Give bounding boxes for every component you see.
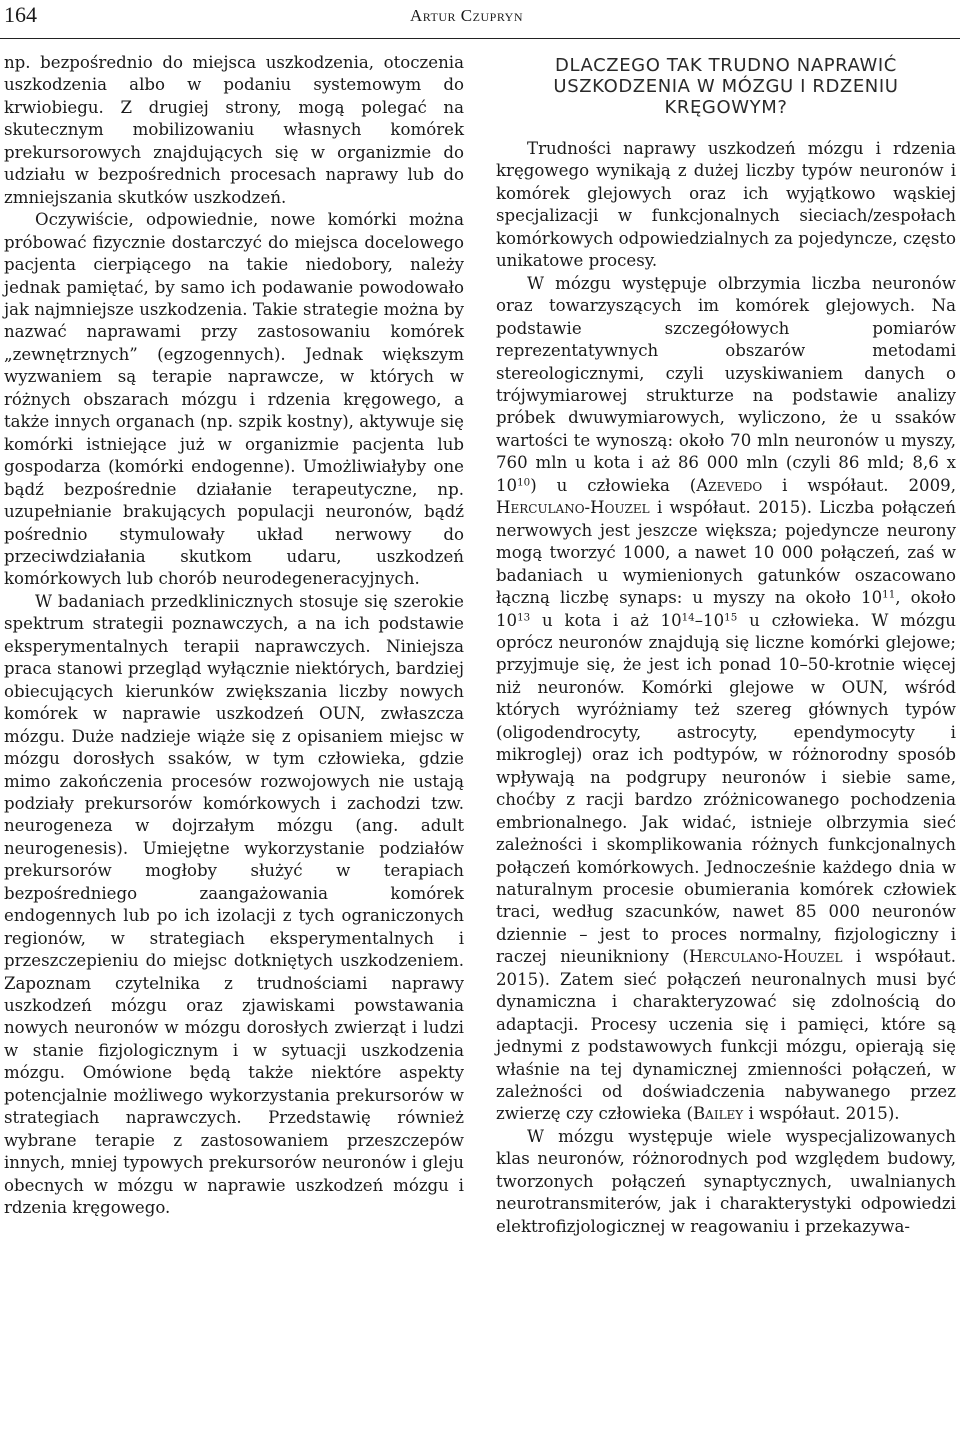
right-paragraph-2 <box>496 273 956 1126</box>
left-paragraph-2: Oczywiście, odpowiednie, nowe komórki można próbować fizycznie dostarczyć do miejsca docelowego pacjenta cierpiącego na takie niedobory, należy jednak pamiętać, by samo ich podawanie powodowało jak najmniejsze uszkodzenia. Takie strategie można by nazwać naprawami przy zastosowaniu komórek „zewnętrznych” (egzogennych). Jednak większym wyzwaniem są terapie naprawcze, w których w różnych obszarach mózgu i rdzenia kręgowego, a także innych organach (np. szpik kostny), aktywuje się komórki istniejące już w organizmie pacjenta lub gospodarza (komórki endogenne). Umożliwiałyby one bądź bezpośrednie działanie terapeutyczne, np. uzupełnianie brakujących populacji neuronów, bądź pośrednio stymulowały układ nerwowy do przeciwdziałania skutkom udaru, uszkodzeń komórkowych lub chorób neurodegeneracyjnych. <box>4 210 464 589</box>
left-paragraph-3: W badaniach przedklinicznych stosuje się szerokie spektrum strategii poznawczych, a na ich podstawie eksperymentalnych terapii naprawczych. Niniejsza praca stanowi przegląd wyłącznie niektórych, bardziej obiecujących kierunków zwiększania liczby nowych komórek w naprawie uszkodzeń OUN, zwłaszcza mózgu. Duże nadzieje wiąże się z opisaniem miejsc w mózgu dorosłych ssaków, w tym człowieka, gdzie mimo zakończenia procesów rozwojowych nie ustają podziały prekursorów komórkowych i zachodzi tzw. neurogeneza w dojrzałym mózgu (ang. adult neurogenesis). Umiejętne wykorzystanie podziałów prekursorów mogłoby służyć w terapiach bezpośredniego zaangażowania komórek endogennych lub po ich izolacji z tych ograniczonych regionów, w strategiach eksperymentalnych i przeszczepieniu do miejsc dotkniętych uszkodzeniem. Zapoznam czytelnika z trudnościami naprawy uszkodzeń mózgu oraz zjawiskami powstawania nowych neuronów w mózgu dorosłych zwierząt i ludzi w stanie fizjologicznym i w sytuacji uszkodzenia mózgu. Omówione będą także niektóre aspekty potencjalnie możliwego wykorzystania prekursorów w strategiach naprawczych. Przedstawię również wybrane terapie z zastosowaniem przeszczepów innych, mniej typowych prekursorów neuronów i gleju obecnych w mózgu w naprawie uszkodzeń mózgu i rdzenia kręgowego. <box>4 591 464 1218</box>
superscript: 11 <box>882 588 896 601</box>
text-run: u kota i aż 10 <box>530 610 682 630</box>
right-column <box>496 52 956 1238</box>
text-run: i współaut. 2015). Liczba połączeń nerwowych jest jeszcze większa; pojedyncze neurony mogą tworzyć 1000, a nawet 10 000 połączeń, zaś w badaniach u wymienionych gatunków oszacowano łączną liczbę synaps: u myszy na około 10 <box>496 498 956 608</box>
citation-author: Azevedo <box>696 475 763 495</box>
running-head-author: Artur Czupryn <box>410 6 523 25</box>
citation-author: Herculano-Houzel <box>688 947 843 967</box>
text-run: i współaut. 2009, <box>762 475 956 495</box>
superscript: 15 <box>724 610 738 623</box>
left-column <box>4 52 464 1220</box>
text-run: u człowieka. W mózgu oprócz neuronów znajdują się liczne komórki glejowe; przyjmuje się, że jest ich ponad 10–50-krotnie więcej niż neuronów. Komórki glejowe w OUN, wśród których wyróżniamy też szereg głównych typów (oligodendrocyty, astrocyty, ependymocyty i mikroglej) oraz ich podtypów, w różnorodny sposób wpływają na podgrupy neuronów i siebie same, choćby z racji bardzo zróżnicowanego pochodzenia embrionalnego. Jak widać, istnieje olbrzymia sieć zależności i skomplikowania różnych funkcjonalnych połączeń komórkowych. Jednocześnie każdego dnia w naturalnym procesie obumierania komórek człowiek traci, według szacunków, nawet 85 000 neuronów dziennie – jest to proces normalny, fizjologiczny i raczej nieunikniony ( <box>496 610 956 967</box>
right-paragraph-3: W mózgu występuje wiele wyspecjalizowanych klas neuronów, różnorodnych pod względem budowy, tworzonych połączeń synaptycznych, uwalnianych neurotransmiterów, jak i charakterystyki odpowiedzi elektrofizjologicznej w reagowaniu i przekazywa- <box>496 1126 956 1236</box>
text-run: i współaut. 2015). Zatem sieć połączeń neuronalnych musi być dynamiczna i charakteryzować się zdolnością do adaptacji. Procesy uczenia się i pamięci, które są jednymi z podstawowych funkcji mózgu, opierają się właśnie na tej dynamicznej zmienności połączeń, w zależności od doświadczenia nabywanego przez zwierzę czy człowieka ( <box>496 947 956 1124</box>
text-run: –10 <box>694 610 725 630</box>
citation-author: Herculano-Houzel <box>496 498 650 518</box>
superscript: 13 <box>517 610 531 623</box>
superscript: 10 <box>517 476 531 489</box>
text-run: , około 10 <box>496 588 956 630</box>
page-header <box>0 0 960 39</box>
right-paragraph-1: Trudności naprawy uszkodzeń mózgu i rdzenia kręgowego wynikają z dużej liczby typów neuronów i komórek glejowych oraz ich wyjątkowo wąskiej specjalizacji w funkcjonalnych sieciach/zespołach komórkowych odpowiedzialnych za pojedyncze, często unikatowe procesy. <box>496 139 956 271</box>
text-run: i współaut. 2015). <box>743 1104 900 1124</box>
section-title: DLACZEGO TAK TRUDNO NAPRAWIĆ USZKODZENIA W MÓZGU I RDZENIU KRĘGOWYM? <box>553 55 899 118</box>
text-run: ) u człowieka ( <box>530 475 697 495</box>
left-paragraph-1: np. bezpośrednio do miejsca uszkodzenia, otoczenia uszkodzenia albo w podaniu systemowym do krwiobiegu. Z drugiej strony, mogą polegać na skutecznym mobilizowaniu własnych komórek prekursorowych znajdujących się w organizmie do udziału w bezpośrednich procesach naprawy lub do zmniejszania skutków uszkodzeń. <box>4 53 464 207</box>
text-run: W mózgu występuje olbrzymia liczba neuronów oraz towarzyszących im komórek glejowych. Na podstawie szczegółowych pomiarów reprezentatywnych obszarów metodami stereologicznymi, czyli uzyskiwaniem danych o trójwymiarowej strukturze na podstawie analizy próbek dwuwymiarowych, wyliczono, że u ssaków wartości te wynoszą: około 70 mln neuronów u myszy, 760 mln u kota i aż 86 000 mln (czyli 86 mld; 8,6 x 10 <box>496 273 956 495</box>
citation-author: Bailey <box>692 1104 744 1124</box>
superscript: 14 <box>681 610 695 623</box>
page-number: 164 <box>4 2 37 27</box>
